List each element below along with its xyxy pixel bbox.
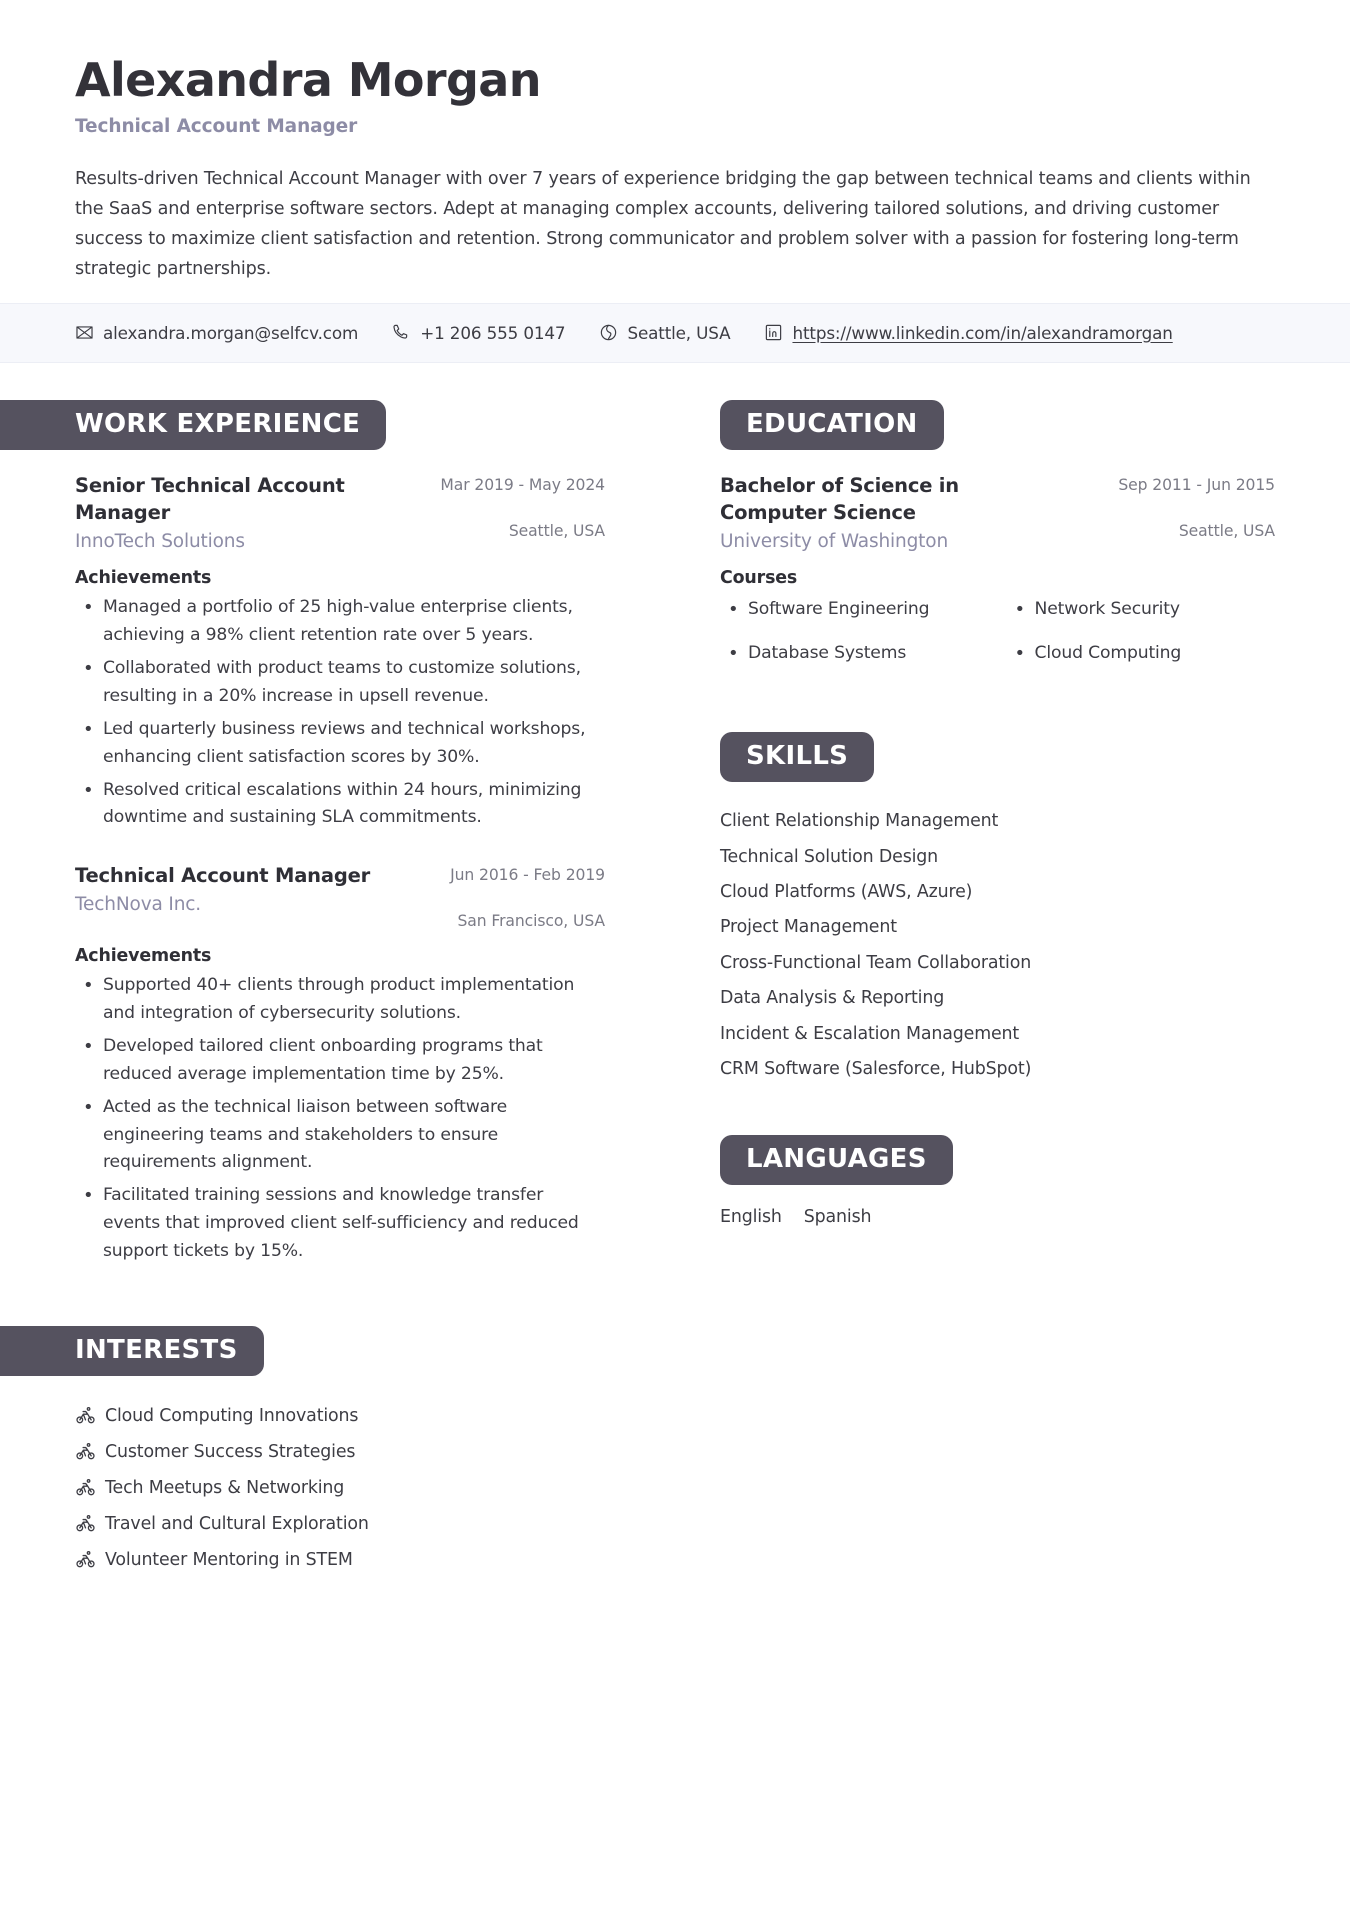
list-item: • Led quarterly business reviews and technical workshops, enhancing client satisfaction scores by 30%. (75, 716, 605, 772)
languages-container (645, 1207, 1350, 1227)
interest-label: Travel and Cultural Exploration (105, 1513, 369, 1534)
course-item: • Network Security (1007, 596, 1276, 624)
interest-item (75, 1506, 605, 1542)
list-item: • Supported 40+ clients through product implementation and integration of cybersecurity solutions. (75, 972, 605, 1028)
bicycle-icon (75, 1405, 96, 1426)
entry-sub-label: Courses (720, 568, 798, 589)
interest-item (75, 1542, 605, 1578)
work-entry (75, 862, 605, 1266)
globe-icon (599, 323, 618, 342)
interest-label: Tech Meetups & Networking (105, 1477, 345, 1498)
course-item: • Database Systems (720, 640, 989, 668)
phone-icon (392, 323, 411, 342)
section-header-skills (645, 732, 1350, 782)
skill-item: Cross-Functional Team Collaboration (720, 952, 1032, 973)
section-header-interests (0, 1326, 645, 1376)
entry-header (75, 472, 605, 553)
skill-item: Incident & Escalation Management (720, 1023, 1020, 1044)
contact-bar (0, 303, 1350, 363)
entry-sub-label: Achievements (75, 946, 212, 967)
course-item: • Cloud Computing (1007, 640, 1276, 668)
bicycle-icon (75, 1549, 96, 1570)
entry-main (75, 862, 432, 915)
contact-item-linkedin[interactable] (764, 323, 1172, 343)
entry-header (75, 862, 605, 930)
right-column (645, 363, 1350, 1228)
list-item: • Acted as the technical liaison between software engineering teams and stakeholders to ensure requirements alignment. (75, 1094, 605, 1178)
list-item: • Facilitated training sessions and knowledge transfer events that improved client self-sufficiency and reduced support tickets by 15%. (75, 1182, 605, 1266)
entry-location: Seattle, USA (508, 521, 605, 540)
skill-item: Cloud Platforms (AWS, Azure) (720, 881, 973, 902)
bicycle-icon (75, 1513, 96, 1534)
language-item: English (720, 1207, 782, 1228)
resume-header (0, 0, 1350, 303)
language-item: Spanish (803, 1207, 872, 1228)
interest-label: Cloud Computing Innovations (105, 1405, 359, 1426)
contact-item-phone (392, 323, 565, 343)
skills-container (645, 804, 1350, 1087)
education-entries (645, 472, 1350, 684)
resume-body (0, 363, 1350, 1578)
envelope-icon (75, 323, 94, 342)
section-header-work-experience (0, 400, 645, 450)
interest-label: Customer Success Strategies (105, 1441, 356, 1462)
achievements-list (75, 594, 605, 832)
skill-item: Data Analysis & Reporting (720, 988, 945, 1009)
interests-list (0, 1398, 645, 1578)
bicycle-icon (75, 1441, 96, 1462)
entry-meta (1118, 472, 1275, 540)
job-title: Senior Technical Account Manager (75, 473, 345, 525)
work-experience-entries (0, 472, 645, 1266)
company-name: InnoTech Solutions (75, 531, 245, 553)
education-entry (720, 472, 1275, 684)
contact-value: alexandra.morgan@selfcv.com (103, 322, 359, 343)
bicycle-icon (75, 1477, 96, 1498)
section-title-interests: INTERESTS (0, 1326, 264, 1376)
header-summary: Results-driven Technical Account Manager with over 7 years of experience bridging the gap between technical teams and clients within the SaaS and enterprise software sectors. Adept at managing complex accounts, delivering tailored solutions, and driving customer success to maximize client satisfaction and retention. Strong communicator and problem solver with a passion for fostering long-term strategic partnerships. (75, 168, 1251, 280)
section-title-work-experience: WORK EXPERIENCE (0, 400, 386, 450)
list-item: • Developed tailored client onboarding programs that reduced average implementation time by 25%. (75, 1033, 605, 1089)
contact-value[interactable]: https://www.linkedin.com/in/alexandramorgan (792, 322, 1173, 343)
section-header-languages (645, 1135, 1350, 1185)
courses-grid (720, 596, 1275, 684)
degree-title: Bachelor of Science in Computer Science (720, 473, 959, 525)
list-item: • Managed a portfolio of 25 high-value enterprise clients, achieving a 98% client retention rate over 5 years. (75, 594, 605, 650)
entry-location: San Francisco, USA (457, 912, 605, 931)
work-entry (75, 472, 605, 833)
linkedin-icon (764, 323, 783, 342)
page-title: Alexandra Morgan (75, 53, 541, 107)
entry-date-range: Sep 2011 - Jun 2015 (1118, 475, 1275, 494)
school-name: University of Washington (720, 531, 949, 553)
skill-item: Client Relationship Management (720, 811, 999, 832)
list-item: • Collaborated with product teams to customize solutions, resulting in a 20% increase in upsell revenue. (75, 655, 605, 711)
company-name: TechNova Inc. (75, 894, 202, 916)
entry-date-range: Mar 2019 - May 2024 (440, 475, 605, 494)
achievements-list (75, 972, 605, 1266)
section-title-skills: SKILLS (720, 732, 874, 782)
interest-item (75, 1398, 605, 1434)
interest-item (75, 1470, 605, 1506)
interest-item (75, 1434, 605, 1470)
entry-meta (450, 862, 605, 930)
list-item: • Resolved critical escalations within 24 hours, minimizing downtime and sustaining SLA commitments. (75, 777, 605, 833)
skill-item: Project Management (720, 917, 897, 938)
section-title-languages: LANGUAGES (720, 1135, 953, 1185)
contact-item-globe (599, 323, 730, 343)
interest-label: Volunteer Mentoring in STEM (105, 1549, 353, 1570)
entry-main (720, 472, 1100, 553)
contact-item-envelope (75, 323, 358, 343)
left-column (0, 363, 645, 1578)
contact-value: Seattle, USA (627, 322, 731, 343)
header-job-title: Technical Account Manager (75, 115, 358, 137)
entry-main (75, 472, 422, 553)
course-item: • Software Engineering (720, 596, 989, 624)
section-header-education (645, 400, 1350, 450)
entry-date-range: Jun 2016 - Feb 2019 (450, 866, 605, 885)
entry-header (720, 472, 1275, 553)
job-title: Technical Account Manager (75, 864, 371, 888)
entry-meta (440, 472, 605, 540)
entry-location: Seattle, USA (1178, 521, 1275, 540)
entry-sub-label: Achievements (75, 568, 212, 589)
skill-item: Technical Solution Design (720, 846, 939, 867)
skill-item: CRM Software (Salesforce, HubSpot) (720, 1058, 1032, 1079)
section-title-education: EDUCATION (720, 400, 944, 450)
contact-value: +1 206 555 0147 (420, 322, 566, 343)
